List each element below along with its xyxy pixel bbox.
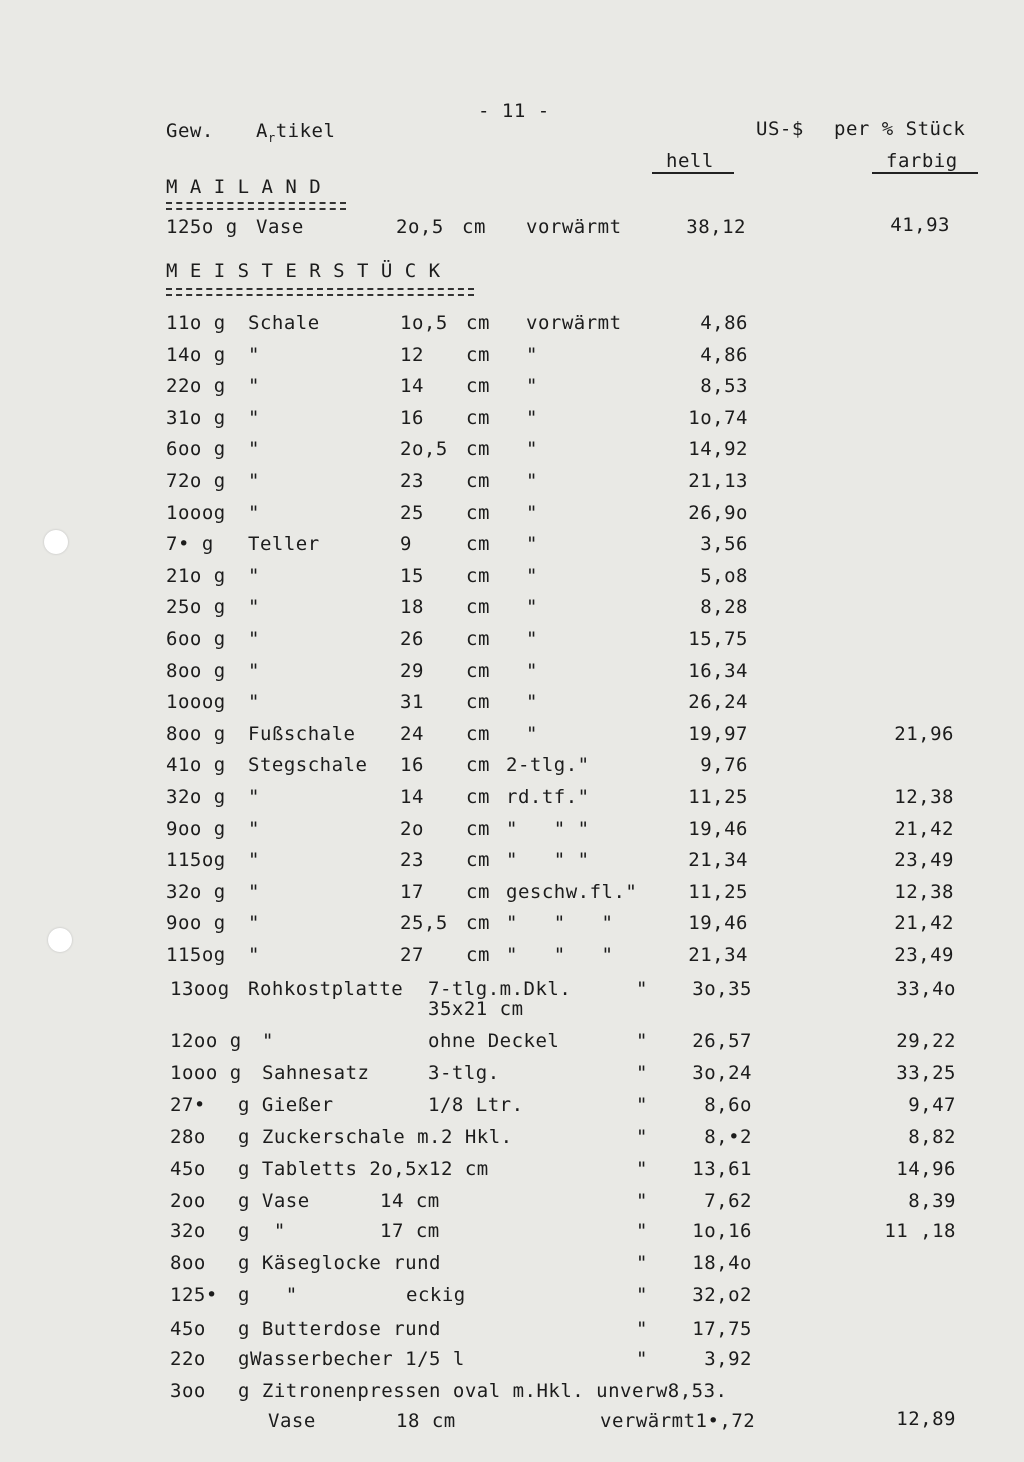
cell-article: g " — [238, 1220, 286, 1242]
cell-article: g Tabletts 2o,5x12 cm — [238, 1158, 489, 1180]
cell-state: " — [636, 1318, 648, 1340]
cell-light: 3,56 — [700, 533, 748, 555]
cell-article: Sahnesatz — [262, 1062, 370, 1084]
underline-color — [872, 172, 978, 174]
cell-light: 8,53 — [700, 375, 748, 397]
cell-light: 3o,24 — [692, 1062, 752, 1084]
cell-article: " — [248, 691, 260, 713]
cell-unit: cm — [466, 344, 490, 366]
cell-state: " — [636, 1094, 648, 1116]
cell-article: Teller — [248, 533, 320, 555]
cell-state: " — [526, 628, 538, 650]
cell-unit: cm — [466, 691, 490, 713]
cell-state: " — [636, 1158, 648, 1180]
cell-light: 17,75 — [692, 1318, 752, 1340]
section-title-meisterstueck: M E I S T E R S T Ü C K — [166, 260, 441, 282]
cell-weight: 32o — [170, 1220, 206, 1242]
cell-color: 21,42 — [894, 818, 954, 840]
cell-weight: 7• g — [166, 533, 214, 555]
cell-article: " — [248, 596, 260, 618]
cell-size: 26 — [400, 628, 424, 650]
cell-unit: cm — [466, 944, 490, 966]
cell-unit: cm — [466, 533, 490, 555]
cell-color: 29,22 — [896, 1030, 956, 1052]
cell-state: " — [526, 691, 538, 713]
cell-light: 21,34 — [688, 944, 748, 966]
cell-weight: 32o g — [166, 881, 226, 903]
header-currency: US-$ — [756, 118, 804, 140]
cell-state: " — [636, 978, 648, 1000]
cell-article: " — [248, 881, 260, 903]
cell-weight: 115og — [166, 944, 226, 966]
cell-light: 18,4o — [692, 1252, 752, 1274]
cell-size: 2o — [400, 818, 424, 840]
cell-light: 26,9o — [688, 502, 748, 524]
cell-weight: 125• — [170, 1284, 218, 1306]
cell-unit: cm — [466, 912, 490, 934]
cell-light: 21,34 — [688, 849, 748, 871]
cell-article: Rohkostplatte — [248, 978, 404, 1000]
cell-article: g Butterdose rund — [238, 1318, 441, 1340]
cell-light: 13,61 — [692, 1158, 752, 1180]
punch-hole-bottom — [48, 928, 72, 952]
document-page: - 11 - Gew. $A_rtikel$ US-$ per % Stück hell farbig M A I L A N D 125o g Vase 2o,5 cm vorwärmt 38,12 41,93 M E I S T E R S T Ü C K 11o g Schale 1o,5 cm vorwärmt 4,86 14o g " 12 cm " 4,86 22o g " 14 cm " 8,53 31o g " 16 cm " 1o,74 6oo g " 2o,5 cm " 14,92 72o g " 23 cm " 21,13 1ooog " 25 cm " 26,9o 7• g Teller 9 cm " 3,56 21o g " 15 cm " 5,o8 25o g " 18 cm " 8,28 6oo g " 26 cm " 15,75 8oo g " 29 cm " 16,34 1ooog " 31 cm " 26,24 8oo g Fußschale 24 cm " 19,97 21,96 41o g Stegschale 16 cm 2-tlg." 9,76 32o g " 14 cm rd.tf." 11,25 12,38 9oo g " 2o cm " " " 19,46 21,42 115og " 23 cm " " " 21,34 23,49 32o g " 17 cm geschw.fl." 11,25 12,38 9oo g " 25,5 cm " " " 19,46 21,42 115og " 27 cm " " " 21,34 23,49 13oog Rohkostplatte 7-tlg.m.Dkl. 35x21 cm " 3o,35 33,4o 12oo g " ohne Deckel " 26,57 29,22 1ooo g Sahnesatz 3-tlg. " 3o,24 33,25 27• g Gießer 1/8 Ltr. " 8,6o 9,47 28o g Zuckerschale m.2 Hkl. " 8,•2 8,82 45o g Tabletts 2o,5x12 cm " 13,61 14,96 2oo g Vase 14 cm " 7,62 8,39 32o g " 17 cm " 1o,16 11 ,18 8oo g Käseglocke rund " 18,4o 125• g " eckig " 32,o2 45o g Butterdose rund " 17,75 22o gWasserbecher 1/5 l " 3,92 3oo g Zitronenpressen oval m.Hkl. unverw8,53. Vase 18 cm verwärmt1•,72 12,89 — [0, 0, 1024, 1462]
cell-article: g Käseglocke rund — [238, 1252, 441, 1274]
cell-light: 21,13 — [688, 470, 748, 492]
cell-state: " — [526, 407, 538, 429]
cell-weight: 22o g — [166, 375, 226, 397]
cell-color: 8,82 — [908, 1126, 956, 1148]
cell-article: " — [248, 502, 260, 524]
cell-color: 23,49 — [894, 849, 954, 871]
cell-weight: 22o — [170, 1348, 206, 1370]
cell-weight: 12oo g — [170, 1030, 242, 1052]
cell-size: 1o,5 — [400, 312, 448, 334]
section-underline-mailand — [166, 202, 346, 210]
section-title-mailand: M A I L A N D — [166, 176, 322, 198]
cell-unit: cm — [466, 502, 490, 524]
cell-note: 2-tlg." — [506, 754, 590, 776]
cell-weight: 8oo g — [166, 723, 226, 745]
cell-weight: 25o g — [166, 596, 226, 618]
cell-weight: 41o g — [166, 754, 226, 776]
cell-article: " — [248, 407, 260, 429]
cell-article: " — [248, 944, 260, 966]
cell-state: " — [636, 1348, 648, 1370]
cell-note: rd.tf." — [506, 786, 590, 808]
cell-weight: 9oo g — [166, 912, 226, 934]
cell-desc: 17 cm — [380, 1220, 440, 1242]
cell-weight: 13oog — [170, 978, 230, 1000]
cell-unit: cm — [466, 660, 490, 682]
cell-light: 32,o2 — [692, 1284, 752, 1306]
cell-weight: 32o g — [166, 786, 226, 808]
cell-weight: 45o — [170, 1318, 206, 1340]
cell-article: " — [248, 628, 260, 650]
cell-desc: eckig — [406, 1284, 466, 1306]
cell-light: 8,•2 — [704, 1126, 752, 1148]
cell-state: vorwärmt — [526, 312, 622, 334]
cell-article: " — [248, 565, 260, 587]
cell-state: " — [636, 1252, 648, 1274]
cell-desc: 7-tlg.m.Dkl. — [428, 978, 572, 1000]
cell-color: 9,47 — [908, 1094, 956, 1116]
cell-size: 24 — [400, 723, 424, 745]
cell-article: g Zitronenpressen oval m.Hkl. unverw8,53. — [238, 1380, 728, 1402]
cell-weight: 45o — [170, 1158, 206, 1180]
header-article: $A_rtikel$ — [256, 120, 336, 145]
header-weight: Gew. — [166, 120, 214, 142]
cell-state: " — [526, 596, 538, 618]
cell-unit: cm — [466, 786, 490, 808]
cell-article: g Vase — [238, 1190, 310, 1212]
cell-weight: 6oo g — [166, 438, 226, 460]
cell-unit: cm — [466, 407, 490, 429]
cell-desc: 1/8 Ltr. — [428, 1094, 524, 1116]
cell-state: " — [526, 533, 538, 555]
cell-desc: 3-tlg. — [428, 1062, 500, 1084]
cell-unit: cm — [466, 438, 490, 460]
cell-size: 23 — [400, 849, 424, 871]
cell-note: " " " — [506, 818, 590, 840]
cell-weight: 27• — [170, 1094, 206, 1116]
cell-article: g Zuckerschale m.2 Hkl. — [238, 1126, 513, 1148]
cell-weight: 31o g — [166, 407, 226, 429]
cell-state: " — [526, 438, 538, 460]
cell-size: 14 — [400, 375, 424, 397]
cell-article: " — [248, 470, 260, 492]
cell-light: 4,86 — [700, 312, 748, 334]
cell-weight: 6oo g — [166, 628, 226, 650]
cell-light: 26,57 — [692, 1030, 752, 1052]
cell-size: 16 — [400, 407, 424, 429]
cell-article: g " — [238, 1284, 298, 1306]
cell-note: " " " — [506, 849, 590, 871]
cell-unit: cm — [466, 628, 490, 650]
cell-article: " — [248, 849, 260, 871]
cell-state: " — [636, 1062, 648, 1084]
cell-state: " — [636, 1030, 648, 1052]
punch-hole-top — [44, 530, 68, 554]
cell-state: " — [636, 1126, 648, 1148]
cell-color: 12,38 — [894, 786, 954, 808]
cell-light: 19,97 — [688, 723, 748, 745]
cell-weight: 9oo g — [166, 818, 226, 840]
cell-light: 9,76 — [700, 754, 748, 776]
cell-weight: 2oo — [170, 1190, 206, 1212]
cell-article: Fußschale — [248, 723, 356, 745]
cell-color: 21,96 — [894, 723, 954, 745]
header-col-light: hell — [666, 150, 714, 172]
cell-note: geschw.fl." — [506, 881, 638, 903]
cell-unit: cm — [466, 754, 490, 776]
cell-article: g Gießer — [238, 1094, 334, 1116]
cell-unit: cm — [466, 596, 490, 618]
cell-article: " — [248, 818, 260, 840]
section-underline-meisterstueck — [166, 288, 474, 296]
cell-unit: cm — [466, 312, 490, 334]
cell-unit: cm — [466, 881, 490, 903]
cell-color: 12,38 — [894, 881, 954, 903]
cell-light: 1o,74 — [688, 407, 748, 429]
cell-weight: 28o — [170, 1126, 206, 1148]
cell-light: 3o,35 — [692, 978, 752, 1000]
cell-weight: 21o g — [166, 565, 226, 587]
cell-light: 5,o8 — [700, 565, 748, 587]
cell-color: 23,49 — [894, 944, 954, 966]
cell-state: " — [526, 470, 538, 492]
cell-article: " — [248, 344, 260, 366]
header-per: per % Stück — [834, 118, 966, 140]
cell-size: 27 — [400, 944, 424, 966]
cell-note: " " " — [506, 912, 614, 934]
cell-weight: 3oo — [170, 1380, 206, 1402]
cell-state: " — [636, 1190, 648, 1212]
cell-light: 8,28 — [700, 596, 748, 618]
cell-article: Stegschale — [248, 754, 368, 776]
cell-size: 14 — [400, 786, 424, 808]
cell-light: 19,46 — [688, 912, 748, 934]
cell-state: " — [526, 723, 538, 745]
cell-color: 33,4o — [896, 978, 956, 1000]
cell-size: 23 — [400, 470, 424, 492]
cell-unit: cm — [466, 818, 490, 840]
cell-light: 1o,16 — [692, 1220, 752, 1242]
cell-article: Schale — [248, 312, 320, 334]
cell-weight: 11o g — [166, 312, 226, 334]
cell-light: 19,46 — [688, 818, 748, 840]
cell-light: 8,6o — [704, 1094, 752, 1116]
cell-article: " — [248, 912, 260, 934]
cell-state: " — [636, 1284, 648, 1306]
cell-note: " " " — [506, 944, 614, 966]
cell-light: 11,25 — [688, 881, 748, 903]
cell-article: " — [248, 660, 260, 682]
cell-light: 4,86 — [700, 344, 748, 366]
cell-article: " — [262, 1030, 274, 1052]
cell-size: 9 — [400, 533, 412, 555]
cell-unit: cm — [466, 375, 490, 397]
cell-weight: 1ooog — [166, 691, 226, 713]
page-number: - 11 - — [478, 100, 550, 122]
cell-size: 25,5 — [400, 912, 448, 934]
cell-size: 12 — [400, 344, 424, 366]
underline-light — [652, 172, 734, 174]
cell-weight: 1ooo g — [170, 1062, 242, 1084]
header-col-color: farbig — [886, 150, 958, 172]
cell-state: " — [526, 502, 538, 524]
cell-desc: ohne Deckel — [428, 1030, 560, 1052]
cell-weight: 72o g — [166, 470, 226, 492]
cell-weight: 8oo g — [166, 660, 226, 682]
cell-weight: 115og — [166, 849, 226, 871]
cell-light: 14,92 — [688, 438, 748, 460]
cell-unit: cm — [466, 470, 490, 492]
cell-light: 7,62 — [704, 1190, 752, 1212]
cell-weight: 14o g — [166, 344, 226, 366]
cell-size: 2o,5 — [400, 438, 448, 460]
cell-article: gWasserbecher 1/5 l — [238, 1348, 465, 1370]
cell-size: 17 — [400, 881, 424, 903]
cell-light: 3,92 — [704, 1348, 752, 1370]
cell-light: 15,75 — [688, 628, 748, 650]
cell-color: 14,96 — [896, 1158, 956, 1180]
cell-size: 15 — [400, 565, 424, 587]
cell-unit: cm — [466, 849, 490, 871]
cell-color: 21,42 — [894, 912, 954, 934]
cell-unit: cm — [466, 723, 490, 745]
cell-desc2: 35x21 cm — [428, 998, 524, 1020]
cell-state: " — [526, 344, 538, 366]
cell-color: 33,25 — [896, 1062, 956, 1084]
cell-desc: 14 cm — [380, 1190, 440, 1212]
cell-state: " — [526, 565, 538, 587]
cell-light: 11,25 — [688, 786, 748, 808]
cell-size: 16 — [400, 754, 424, 776]
cell-size: 31 — [400, 691, 424, 713]
cell-weight: 1ooog — [166, 502, 226, 524]
cell-size: 25 — [400, 502, 424, 524]
cell-light: 26,24 — [688, 691, 748, 713]
cell-weight: 8oo — [170, 1252, 206, 1274]
cell-size: 29 — [400, 660, 424, 682]
cell-state: " — [636, 1220, 648, 1242]
cell-color: 11 ,18 — [884, 1220, 956, 1242]
cell-article: " — [248, 786, 260, 808]
cell-state: " — [526, 660, 538, 682]
cell-state: " — [526, 375, 538, 397]
cell-article: " — [248, 438, 260, 460]
cell-light: 16,34 — [688, 660, 748, 682]
cell-color: 8,39 — [908, 1190, 956, 1212]
cell-article: " — [248, 375, 260, 397]
cell-size: 18 — [400, 596, 424, 618]
cell-unit: cm — [466, 565, 490, 587]
